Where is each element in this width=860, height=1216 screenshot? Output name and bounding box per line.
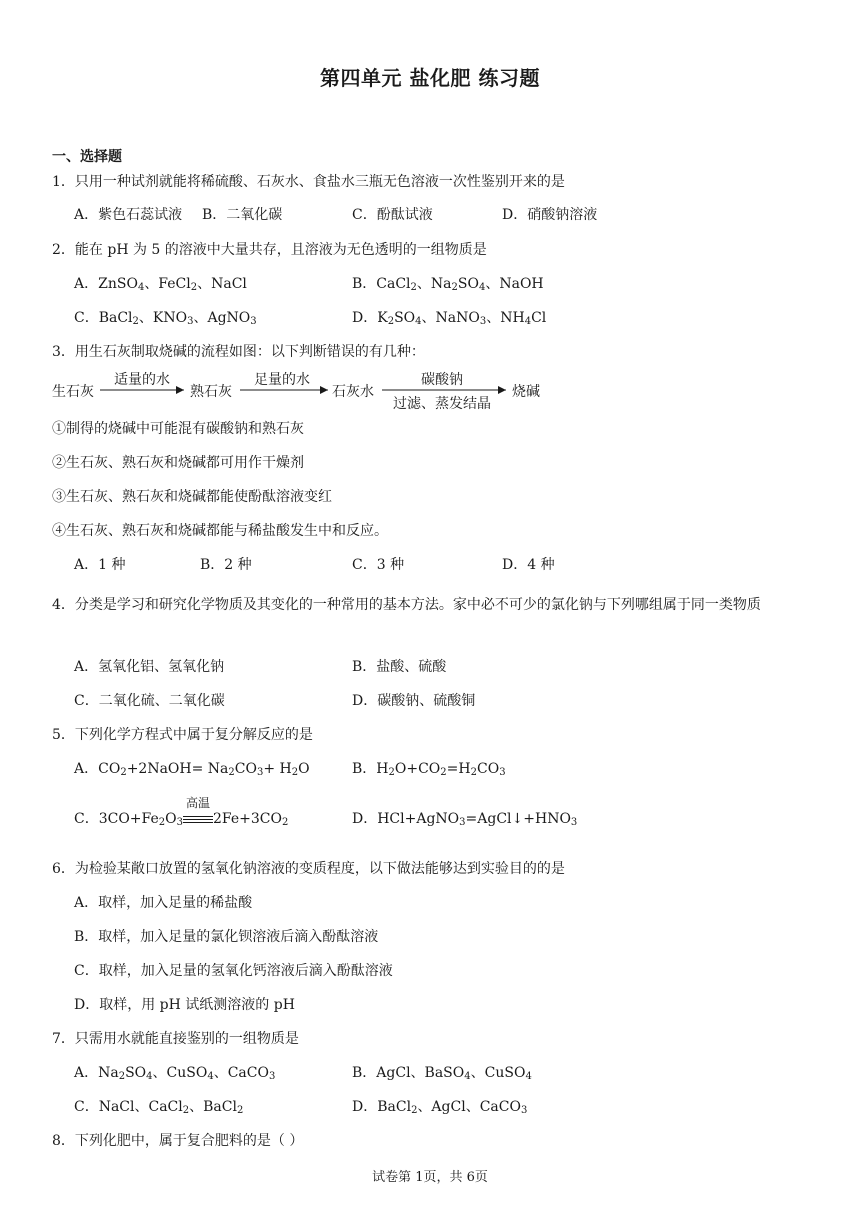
q7-option-d: D．BaCl$_2$、AgCl、CaCO$_3$ bbox=[352, 1099, 528, 1116]
q3-statement-4: ④生石灰、熟石灰和烧碱都能与稀盐酸发生中和反应。 bbox=[52, 523, 388, 539]
flow-label-3-bottom: 过滤、蒸发结晶 bbox=[393, 396, 491, 412]
flow-node-limewater: 石灰水 bbox=[332, 384, 374, 400]
q7-option-b: B．AgCl、BaSO$_4$、CuSO$_4$ bbox=[352, 1065, 532, 1082]
question-3-stem: 3．用生石灰制取烧碱的流程如图：以下判断错误的有几种： bbox=[52, 344, 425, 360]
question-1-stem: 1．只用一种试剂就能将稀硫酸、石灰水、食盐水三瓶无色溶液一次性鉴别开来的是 bbox=[52, 174, 565, 190]
q7-option-c: C．NaCl、CaCl$_2$、BaCl$_2$ bbox=[74, 1099, 244, 1116]
flow-arrowhead-3 bbox=[498, 386, 506, 394]
q3-option-a: A．1 种 bbox=[74, 557, 126, 573]
page-title: 第四单元 盐化肥 练习题 bbox=[320, 66, 540, 90]
flow-node-quicklime: 生石灰 bbox=[52, 384, 94, 400]
question-5-stem: 5．下列化学方程式中属于复分解反应的是 bbox=[52, 727, 313, 743]
q2-option-d: D．$K_2SO_4$、NaNO$_3$、$NH_4Cl$ bbox=[352, 310, 547, 327]
q1-option-c: C．酚酞试液 bbox=[352, 207, 433, 223]
q3-option-d: D．4 种 bbox=[502, 557, 555, 573]
flow-label-3-top: 碳酸钠 bbox=[421, 372, 463, 388]
question-8-stem: 8．下列化肥中，属于复合肥料的是（ ） bbox=[52, 1133, 304, 1149]
q1-option-d: D．硝酸钠溶液 bbox=[502, 207, 598, 223]
flow-label-1: 适量的水 bbox=[114, 372, 170, 388]
q4-option-b: B．盐酸、硫酸 bbox=[352, 659, 447, 675]
page-footer: 试卷第 1页，共 6页 bbox=[372, 1170, 488, 1185]
q3-option-b: B．2 种 bbox=[200, 557, 252, 573]
question-7-stem: 7．只需用水就能直接鉴别的一组物质是 bbox=[52, 1031, 299, 1047]
reaction-condition-high-temp: 高温 bbox=[183, 812, 213, 826]
question-4-stem: 4．分类是学习和研究化学物质及其变化的一种常用的基本方法。家中必不可少的氯化钠与下列哪组属于同一类物质 bbox=[52, 597, 761, 613]
q3-option-c: C．3 种 bbox=[352, 557, 405, 573]
q4-option-a: A．氢氧化铝、氢氧化钠 bbox=[74, 659, 225, 675]
q6-option-a: A．取样，加入足量的稀盐酸 bbox=[74, 895, 253, 911]
flow-arrowhead-2 bbox=[320, 386, 328, 394]
question-6-stem: 6．为检验某敞口放置的氢氧化钠溶液的变质程度，以下做法能够达到实验目的的是 bbox=[52, 861, 565, 877]
process-flow-diagram bbox=[52, 366, 572, 412]
q5-option-b: B．$H_2O+CO_2=H_2CO_3$ bbox=[352, 761, 506, 778]
q7-option-a: A．$Na_2SO_4$、CuSO$_4$、CaCO$_3$ bbox=[74, 1065, 276, 1082]
flow-node-slaked-lime: 熟石灰 bbox=[190, 384, 232, 400]
q3-statement-2: ②生石灰、熟石灰和烧碱都可用作干燥剂 bbox=[52, 455, 304, 471]
flow-arrowhead-1 bbox=[176, 386, 184, 394]
q2-option-a: A．ZnSO$_4$、FeCl$_2$、NaCl bbox=[74, 276, 247, 293]
flow-label-2: 足量的水 bbox=[254, 372, 310, 388]
q4-option-d: D．碳酸钠、硫酸铜 bbox=[352, 693, 476, 709]
q5-option-a: A．$CO_2+2NaOH= Na_2CO_3+ H_2O$ bbox=[74, 761, 310, 778]
q1-option-a: A．紫色石蕊试液 bbox=[74, 207, 183, 223]
q4-option-c: C．二氧化硫、二氧化碳 bbox=[74, 693, 225, 709]
q3-statement-3: ③生石灰、熟石灰和烧碱都能使酚酞溶液变红 bbox=[52, 489, 332, 505]
q6-option-c: C．取样，加入足量的氢氧化钙溶液后滴入酚酞溶液 bbox=[74, 963, 393, 979]
q6-option-b: B．取样，加入足量的氯化钡溶液后滴入酚酞溶液 bbox=[74, 929, 379, 945]
section-heading: 一、选择题 bbox=[52, 149, 122, 165]
q2-option-c: C．BaCl$_2$、$KNO_3$、AgNO$_3$ bbox=[74, 310, 257, 327]
q3-statement-1: ①制得的烧碱中可能混有碳酸钠和熟石灰 bbox=[52, 421, 304, 437]
q6-option-d: D．取样，用 pH 试纸测溶液的 pH bbox=[74, 997, 295, 1013]
q2-option-b: B．CaCl$_2$、$Na_2SO_4$、NaOH bbox=[352, 276, 544, 293]
flow-node-caustic-soda: 烧碱 bbox=[512, 384, 540, 400]
question-2-stem: 2．能在 pH 为 5 的溶液中大量共存，且溶液为无色透明的一组物质是 bbox=[52, 242, 487, 258]
q5-option-d: D．$HCl+AgNO_3=AgCl↓+HNO_3$ bbox=[352, 811, 578, 828]
q1-option-b: B．二氧化碳 bbox=[202, 207, 283, 223]
q5-option-c: C．$3CO+Fe_2O_3$ 高温 $2Fe+3CO_2$ bbox=[74, 796, 289, 828]
